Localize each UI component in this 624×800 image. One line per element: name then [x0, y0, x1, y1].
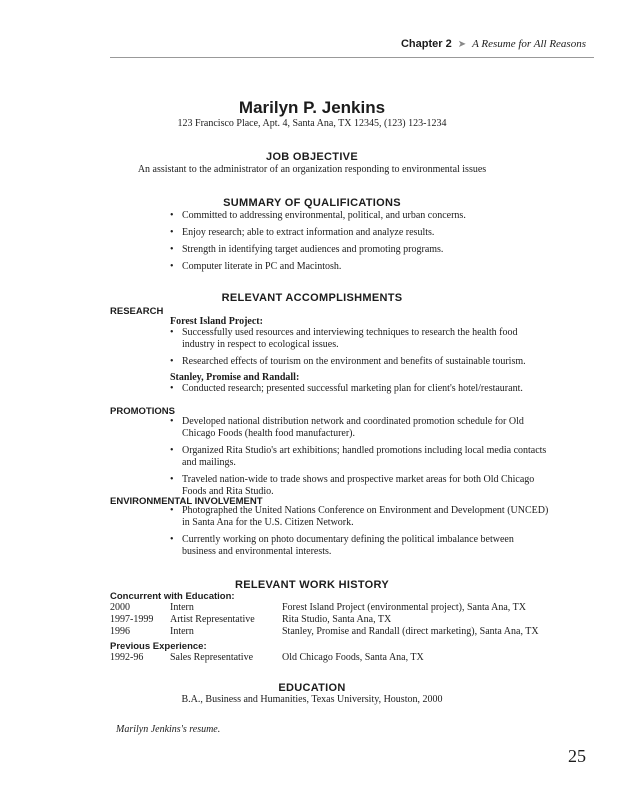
- list-item: • Organized Rita Studio's art exhibitions; handled promotions including local media contacts and mailings.: [170, 445, 550, 469]
- resume-name: Marilyn P. Jenkins: [238, 98, 386, 117]
- accomplishments-heading: RELEVANT ACCOMPLISHMENTS: [221, 292, 403, 304]
- resume-address: 123 Francisco Place, Apt. 4, Santa Ana, TX 12345, (123) 123-1234: [177, 118, 447, 129]
- header-rule: [110, 57, 594, 58]
- list-item: • Currently working on photo documentary defining the political imbalance between business and environmental interests.: [170, 534, 550, 558]
- list-item: • Researched effects of tourism on the environment and benefits of sustainable tourism.: [170, 356, 550, 368]
- work-date: 2000: [110, 602, 130, 613]
- list-item: • Conducted research; presented successful marketing plan for client's hotel/restaurant.: [170, 383, 550, 395]
- work-employer: Stanley, Promise and Randall (direct marketing), Santa Ana, TX: [282, 626, 539, 637]
- arrow-icon: ➤: [457, 39, 467, 50]
- list-item: • Photographed the United Nations Conference on Environment and Development (UNCED) in Santa Ana for the U.S. Citizen Network.: [170, 505, 550, 529]
- objective-text: An assistant to the administrator of an organization responding to environmental issues: [137, 164, 487, 175]
- objective-heading: JOB OBJECTIVE: [266, 151, 358, 163]
- work-title: Intern: [170, 602, 194, 613]
- concurrent-label: Concurrent with Education:: [110, 591, 235, 602]
- list-item: • Strength in identifying target audiences and promoting programs.: [170, 244, 550, 256]
- environmental-label: ENVIRONMENTAL INVOLVEMENT: [110, 496, 263, 507]
- page-number: 25: [568, 746, 586, 766]
- promotions-list: [170, 416, 550, 503]
- work-history-heading: RELEVANT WORK HISTORY: [235, 579, 389, 591]
- list-item: • Enjoy research; able to extract information and analyze results.: [170, 227, 550, 239]
- research-list-2: [170, 383, 550, 400]
- work-title: Artist Representative: [170, 614, 255, 625]
- work-employer: Forest Island Project (environmental project), Santa Ana, TX: [282, 602, 526, 613]
- work-date: 1997-1999: [110, 614, 154, 625]
- qualifications-list: [170, 210, 550, 278]
- work-title: Sales Representative: [170, 652, 254, 663]
- chapter-title: A Resume for All Reasons: [472, 38, 586, 50]
- running-header: [401, 38, 586, 50]
- list-item: • Successfully used resources and interviewing techniques to research the health food industry in respect to ecological issues.: [170, 327, 550, 351]
- research-list: [170, 327, 550, 373]
- education-text: B.A., Business and Humanities, Texas University, Houston, 2000: [181, 694, 443, 705]
- environmental-list: [170, 505, 550, 563]
- work-date: 1996: [110, 626, 130, 637]
- qualifications-heading: SUMMARY OF QUALIFICATIONS: [223, 197, 401, 209]
- education-heading: EDUCATION: [278, 682, 346, 694]
- list-item: • Developed national distribution network and coordinated promotion schedule for Old Chicago Foods (health food manufacturer).: [170, 416, 550, 440]
- project2-title: Stanley, Promise and Randall:: [170, 372, 300, 383]
- work-employer: Rita Studio, Santa Ana, TX: [282, 614, 392, 625]
- figure-caption: Marilyn Jenkins's resume.: [116, 724, 221, 735]
- work-date: 1992-96: [110, 652, 144, 663]
- chapter-label: Chapter 2: [400, 38, 452, 50]
- project1-title: Forest Island Project:: [170, 316, 263, 327]
- list-item: • Committed to addressing environmental, political, and urban concerns.: [170, 210, 550, 222]
- promotions-label: PROMOTIONS: [110, 406, 175, 417]
- work-title: Intern: [170, 626, 194, 637]
- list-item: • Traveled nation-wide to trade shows and prospective market areas for both Old Chicago Foods and Rita Studio.: [170, 474, 550, 498]
- research-label: RESEARCH: [110, 306, 164, 317]
- list-item: • Computer literate in PC and Macintosh.: [170, 261, 550, 273]
- previous-label: Previous Experience:: [110, 641, 207, 652]
- work-employer: Old Chicago Foods, Santa Ana, TX: [282, 652, 424, 663]
